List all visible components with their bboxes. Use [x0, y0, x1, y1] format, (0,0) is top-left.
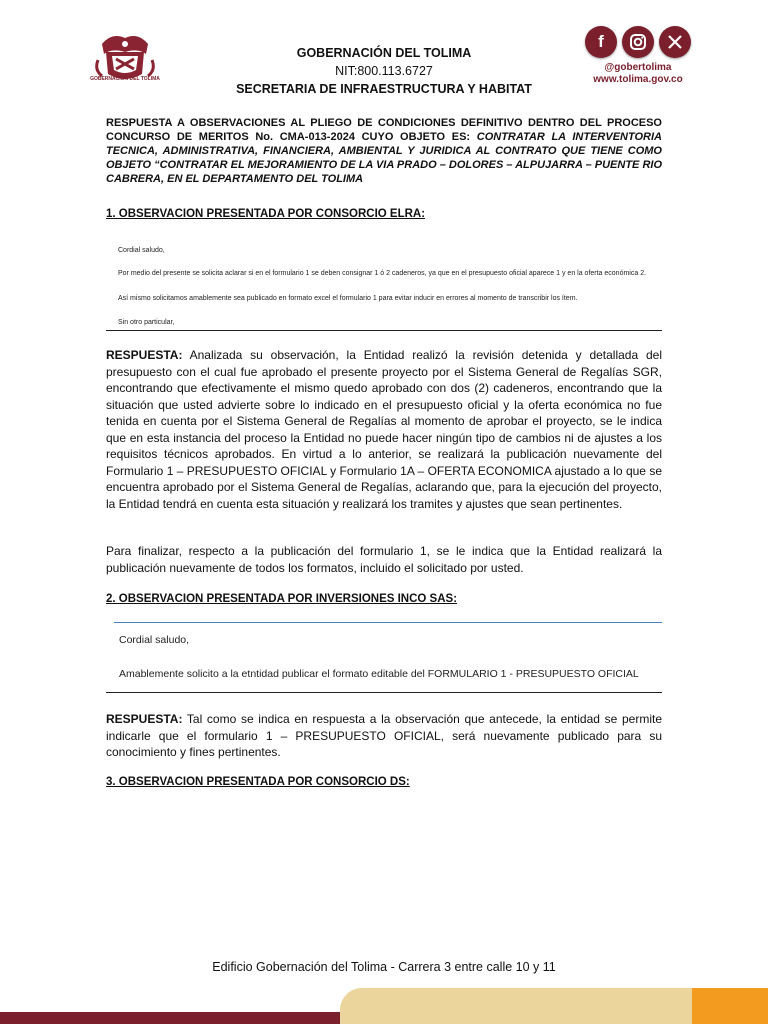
document-header: [200, 44, 568, 98]
response-1: [106, 347, 662, 512]
entity-nit: NIT:800.113.6727: [335, 64, 433, 78]
x-icon[interactable]: [659, 26, 691, 58]
quote-line: Amablemente solicito a la etntidad publicar el formato editable del FORMULARIO 1 - PRESUPUESTO OFICIAL: [119, 668, 639, 680]
response-paragraph: RESPUESTA: Analizada su observación, la Entidad realizó la revisión detenida y detallada del presupuesto con el cual fue aprobado el presente proyecto por el Sistema General de Regalías SGR, encontrando que efectivamente el mismo quedo aprobado con dos (2) cadeneros, encontrando que la situación que usted advierte sobre lo indicado en el presupuesto oficial y la oferta económica no fue tenida en cuenta por el Sistema General de Regalías al momento de aprobar el proyecto, se le indica que en esta instancia del proceso la Entidad no puede hacer ningún tipo de cambios ni de ajustes a los requisitos técnicos aprobados. En virtud a lo anterior, se realizará la publicación nuevamente del Formulario 1 – PRESUPUESTO OFICIAL y Formulario 1A – OFERTA ECONOMICA ajustado a lo que se encuentra aprobado por el Sistema General de Regalías, aclarando que, para la ejecución del proyecto, la Entidad tendrá en cuenta esta situación y realizará los tramites y ajustes que sean pertinentes.: [106, 348, 662, 511]
website-link[interactable]: www.tolima.gov.co: [593, 74, 683, 85]
quote-line: Cordial saludo,: [118, 247, 165, 254]
quote-line: Por medio del presente se solicita aclarar si en el formulario 1 se deben consignar 1 ó 2 cadeneros, ya que en el presupuesto oficial aparece 1 y en la oferta económica 2.: [118, 270, 647, 277]
footer-tab: [340, 988, 692, 1024]
document-body: [106, 116, 662, 186]
footer-address: Edificio Gobernación del Tolima - Carrera 3 entre calle 10 y 11: [212, 960, 556, 974]
entity-name: GOBERNACIÓN DEL TOLIMA: [296, 46, 472, 60]
section-3: [106, 776, 662, 788]
department-name: SECRETARIA DE INFRAESTRUCTURA Y HABITAT: [236, 82, 532, 96]
response-paragraph: RESPUESTA: Tal como se indica en respuesta a la observación que antecede, la entidad se permite indicarle que el formulario 1 – PRESUPUESTO OFICIAL, será nuevamente publicado para su conocimiento y fines pertinentes.: [106, 712, 662, 759]
footer-accent: [692, 988, 768, 1024]
quoted-observation-2: [106, 622, 662, 693]
response-2: [106, 711, 662, 761]
divider: [114, 622, 662, 623]
quote-line: Cordial saludo,: [119, 634, 190, 646]
closing-paragraph: Para finalizar, respecto a la publicación del formulario 1, se le indica que la Entidad realizará la publicación nuevamente de todos los formatos, incluido el solicitado por usted.: [106, 544, 662, 575]
social-icons: [582, 26, 694, 58]
social-block: [582, 26, 694, 86]
section-heading: 2. OBSERVACION PRESENTADA POR INVERSIONES INCO SAS:: [106, 593, 458, 605]
section-heading: 3. OBSERVACION PRESENTADA POR CONSORCIO DS:: [106, 776, 410, 788]
gobernacion-logo: [92, 30, 158, 92]
section-1: [106, 208, 662, 220]
social-handle[interactable]: @gobertolima: [604, 62, 672, 73]
logo-caption: GOBERNACIÓN DEL TOLIMA: [90, 76, 160, 82]
section-heading: 1. OBSERVACION PRESENTADA POR CONSORCIO ELRA:: [106, 208, 426, 220]
response-1-closing: [106, 543, 662, 576]
quoted-observation-1: [106, 236, 662, 331]
instagram-icon[interactable]: [622, 26, 654, 58]
facebook-icon[interactable]: f: [585, 26, 617, 58]
quote-line: Sin otro particular,: [118, 319, 175, 326]
quote-line: Así mismo solicitamos amablemente sea publicado en formato excel el formulario 1 para evitar inducir en errores al momento de transcribir los ítem.: [118, 295, 578, 302]
document-title: RESPUESTA A OBSERVACIONES AL PLIEGO DE CONDICIONES DEFINITIVO DENTRO DEL PROCESO CONCURSO DE MERITOS No. CMA-013-2024 CUYO OBJETO ES: CONTRATAR LA INTERVENTORIA TECNICA, ADMINISTRATIVA, FINANCIERA, AMBIENTAL Y JURIDICA AL CONTRATO QUE TIENE COMO OBJETO “CONTRATAR EL MEJORAMIENTO DE LA VIA PRADO – DOLORES – ALPUJARRA – PUENTE RIO CABRERA, EN EL DEPARTAMENTO DEL TOLIMA: [106, 117, 662, 185]
section-2: [106, 593, 662, 605]
